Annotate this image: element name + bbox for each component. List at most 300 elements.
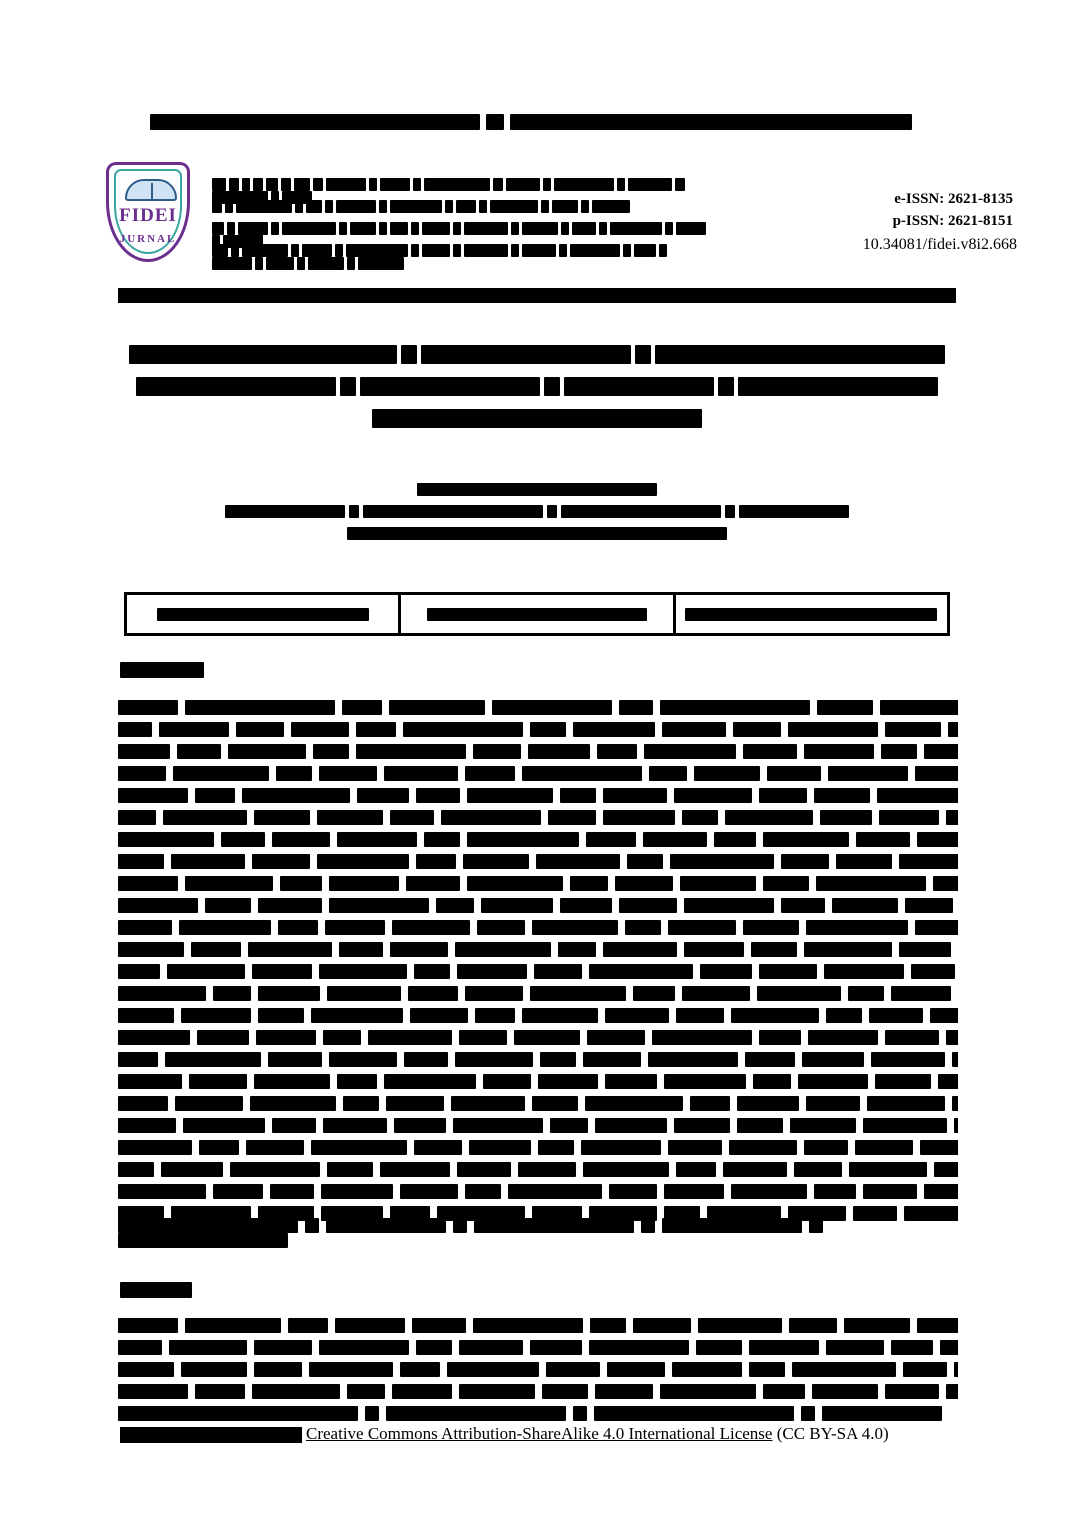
abstract-text-segment [403, 722, 523, 737]
title-text-segment [738, 377, 938, 396]
metadata-text-segment [313, 178, 323, 191]
abstract-text-segment [441, 810, 541, 825]
introduction-text-segment [347, 1384, 385, 1399]
introduction-line [118, 1318, 958, 1340]
metadata-text-segment [422, 244, 450, 257]
article-title-line [118, 377, 956, 396]
abstract-text-segment [483, 1074, 531, 1089]
introduction-text-segment [400, 1362, 440, 1377]
abstract-text-segment [321, 1184, 393, 1199]
abstract-text-segment [828, 766, 908, 781]
abstract-text-segment [848, 986, 884, 1001]
abstract-text-segment [952, 1096, 958, 1111]
metadata-text-segment [380, 178, 410, 191]
abstract-text-segment [905, 898, 953, 913]
abstract-text-segment [751, 942, 797, 957]
abstract-line [118, 766, 958, 788]
keyword-text-segment [118, 1233, 288, 1248]
author-text-segment [561, 505, 721, 518]
abstract-text-segment [836, 854, 892, 869]
abstract-text-segment [183, 1118, 265, 1133]
abstract-text-segment [276, 766, 312, 781]
abstract-text-segment [118, 898, 198, 913]
title-text-segment [401, 345, 417, 364]
history-text-segment [685, 608, 937, 621]
article-history-table [124, 592, 950, 636]
metadata-text-segment [297, 257, 305, 270]
introduction-text-segment [660, 1384, 756, 1399]
abstract-text-segment [660, 700, 810, 715]
abstract-text-segment [767, 766, 821, 781]
abstract-text-segment [729, 1140, 797, 1155]
abstract-text-segment [605, 1074, 657, 1089]
abstract-text-segment [664, 1184, 724, 1199]
keyword-text-segment [118, 1218, 298, 1233]
abstract-text-segment [465, 766, 515, 781]
introduction-text-segment [169, 1340, 247, 1355]
abstract-text-segment [875, 1074, 931, 1089]
abstract-line [118, 1096, 958, 1118]
metadata-text-segment [411, 222, 419, 235]
abstract-text-segment [392, 920, 470, 935]
metadata-text-segment [306, 200, 322, 213]
metadata-text-segment [561, 222, 569, 235]
abstract-text-segment [492, 700, 612, 715]
abstract-text-segment [258, 898, 322, 913]
abstract-text-segment [406, 876, 460, 891]
introduction-text-segment [319, 1340, 409, 1355]
abstract-text-segment [648, 1052, 738, 1067]
abstract-text-segment [252, 964, 312, 979]
author-block [118, 483, 956, 549]
abstract-text-segment [759, 964, 817, 979]
abstract-text-segment [118, 920, 172, 935]
abstract-text-segment [891, 986, 951, 1001]
journal-metadata-line [212, 244, 712, 258]
journal-metadata-line [212, 200, 712, 214]
abstract-text-segment [757, 986, 841, 1001]
abstract-text-segment [416, 854, 456, 869]
journal-metadata-line [212, 178, 712, 192]
metadata-text-segment [325, 200, 333, 213]
abstract-text-segment [118, 1184, 206, 1199]
introduction-line [118, 1340, 958, 1362]
introduction-text-segment [254, 1340, 312, 1355]
metadata-text-segment [291, 244, 299, 257]
metadata-text-segment [339, 222, 347, 235]
journal-metadata-block [212, 178, 712, 266]
abstract-text-segment [532, 920, 618, 935]
introduction-text-segment [181, 1362, 247, 1377]
abstract-text-segment [924, 1184, 958, 1199]
abstract-text-segment [816, 876, 926, 891]
introduction-heading [120, 1282, 192, 1298]
abstract-text-segment [171, 854, 245, 869]
metadata-text-segment [308, 257, 344, 270]
abstract-text-segment [313, 744, 349, 759]
abstract-text-segment [595, 1118, 667, 1133]
abstract-line [118, 876, 958, 898]
metadata-text-segment [570, 244, 620, 257]
abstract-text-segment [185, 700, 335, 715]
abstract-text-segment [368, 1030, 452, 1045]
abstract-text-segment [481, 898, 553, 913]
abstract-line [118, 832, 958, 854]
abstract-text-segment [694, 766, 760, 781]
abstract-text-segment [236, 722, 284, 737]
metadata-text-segment [390, 200, 442, 213]
introduction-text-segment [118, 1340, 162, 1355]
metadata-text-segment [253, 178, 263, 191]
abstract-text-segment [317, 854, 409, 869]
abstract-text-segment [633, 986, 675, 1001]
abstract-text-segment [327, 1162, 373, 1177]
abstract-text-segment [676, 1162, 716, 1177]
abstract-text-segment [329, 1052, 397, 1067]
introduction-text-segment [940, 1340, 958, 1355]
introduction-text-segment [252, 1384, 340, 1399]
introduction-text-segment [473, 1318, 583, 1333]
metadata-text-segment [464, 222, 508, 235]
abstract-text-segment [436, 898, 474, 913]
metadata-text-segment [294, 178, 310, 191]
abstract-text-segment [881, 744, 917, 759]
abstract-text-segment [179, 920, 271, 935]
metadata-text-segment [212, 178, 226, 191]
metadata-text-segment [445, 200, 453, 213]
introduction-text-segment [309, 1362, 393, 1377]
license-footer [120, 1424, 960, 1446]
metadata-text-segment [358, 257, 404, 270]
abstract-text-segment [714, 832, 756, 847]
header-divider [118, 288, 956, 303]
metadata-text-segment [227, 222, 235, 235]
introduction-text-segment [885, 1384, 939, 1399]
abstract-text-segment [802, 1052, 864, 1067]
abstract-text-segment [189, 1074, 247, 1089]
abstract-text-segment [534, 964, 582, 979]
metadata-text-segment [456, 200, 476, 213]
abstract-text-segment [723, 1162, 787, 1177]
abstract-text-segment [583, 1162, 669, 1177]
abstract-text-segment [946, 1030, 958, 1045]
eissn-text: e-ISSN: 2621-8135 [894, 191, 1013, 207]
introduction-text-segment [801, 1406, 815, 1421]
abstract-text-segment [213, 986, 251, 1001]
introduction-text-segment [589, 1340, 689, 1355]
abstract-text-segment [329, 876, 399, 891]
abstract-text-segment [737, 1096, 799, 1111]
metadata-text-segment [242, 244, 288, 257]
abstract-text-segment [118, 854, 164, 869]
abstract-text-segment [880, 700, 958, 715]
abstract-text-segment [877, 788, 958, 803]
abstract-text-segment [804, 1140, 848, 1155]
abstract-text-segment [583, 1052, 641, 1067]
introduction-text-segment [917, 1318, 958, 1333]
introduction-text-segment [288, 1318, 328, 1333]
abstract-text-segment [794, 1162, 842, 1177]
abstract-text-segment [759, 1030, 801, 1045]
introduction-text-segment [594, 1406, 794, 1421]
introduction-text-segment [195, 1384, 245, 1399]
abstract-text-segment [753, 1074, 791, 1089]
abstract-text-segment [159, 722, 229, 737]
introduction-text-segment [542, 1384, 588, 1399]
abstract-text-segment [570, 876, 608, 891]
introduction-text-segment [447, 1362, 539, 1377]
introduction-text-segment [185, 1318, 281, 1333]
abstract-line [118, 942, 958, 964]
abstract-text-segment [185, 876, 273, 891]
abstract-heading [120, 662, 204, 678]
author-line [118, 483, 956, 496]
introduction-text-segment [254, 1362, 302, 1377]
abstract-text-segment [745, 1052, 795, 1067]
abstract-text-segment [586, 832, 636, 847]
abstract-text-segment [467, 832, 579, 847]
abstract-text-segment [605, 1008, 669, 1023]
abstract-text-segment [670, 854, 774, 869]
metadata-text-segment [212, 244, 228, 257]
abstract-text-segment [952, 1052, 958, 1067]
keywords-line [118, 1218, 958, 1248]
introduction-text-segment [392, 1384, 452, 1399]
abstract-text-segment [603, 942, 677, 957]
metadata-text-segment [581, 200, 589, 213]
history-text-segment [157, 608, 369, 621]
abstract-text-segment [165, 1052, 261, 1067]
metadata-text-segment [255, 257, 263, 270]
metadata-text-segment [659, 244, 667, 257]
abstract-text-segment [258, 1008, 304, 1023]
metadata-text-segment [231, 244, 239, 257]
abstract-text-segment [806, 920, 908, 935]
metadata-text-segment [225, 200, 233, 213]
introduction-text-segment [118, 1318, 178, 1333]
metadata-text-segment [413, 178, 421, 191]
introduction-heading-bar [120, 1282, 192, 1298]
metadata-text-segment [623, 244, 631, 257]
abstract-text-segment [538, 1140, 574, 1155]
abstract-text-segment [899, 854, 958, 869]
abstract-text-segment [690, 1096, 730, 1111]
abstract-text-segment [615, 876, 673, 891]
abstract-line [118, 1008, 958, 1030]
abstract-text-segment [246, 1140, 304, 1155]
abstract-text-segment [455, 942, 551, 957]
abstract-text-segment [536, 854, 620, 869]
metadata-text-segment [346, 244, 408, 257]
introduction-line [118, 1384, 958, 1406]
metadata-text-segment [212, 200, 222, 213]
abstract-line [118, 898, 958, 920]
abstract-text-segment [946, 810, 958, 825]
abstract-text-segment [581, 1140, 661, 1155]
journal-metadata-line [212, 222, 712, 236]
metadata-text-segment [572, 222, 596, 235]
abstract-text-segment [400, 1184, 458, 1199]
metadata-text-segment [665, 222, 673, 235]
metadata-text-segment [282, 222, 336, 235]
abstract-text-segment [538, 1074, 598, 1089]
abstract-text-segment [863, 1118, 947, 1133]
abstract-text-segment [560, 898, 612, 913]
abstract-text-segment [938, 1074, 958, 1089]
keyword-text-segment [474, 1218, 634, 1233]
abstract-text-segment [798, 1074, 868, 1089]
introduction-text-segment [812, 1384, 878, 1399]
author-text-segment [225, 505, 345, 518]
abstract-text-segment [319, 766, 377, 781]
introduction-text-segment [459, 1384, 535, 1399]
abstract-text-segment [230, 1162, 320, 1177]
metadata-text-segment [634, 244, 656, 257]
license-prefix-bar [120, 1427, 302, 1443]
abstract-text-segment [213, 1184, 263, 1199]
introduction-text [118, 1318, 958, 1428]
metadata-text-segment [281, 178, 291, 191]
title-text-segment [544, 377, 560, 396]
abstract-text-segment [550, 1118, 588, 1133]
logo-secondary-text: JURNAL [119, 233, 177, 245]
abstract-text-segment [532, 1096, 578, 1111]
abstract-text-segment [384, 766, 458, 781]
abstract-text-segment [530, 722, 566, 737]
abstract-text-segment [311, 1140, 407, 1155]
abstract-text-segment [280, 876, 322, 891]
abstract-text-segment [518, 1162, 576, 1177]
abstract-text-segment [824, 964, 904, 979]
abstract-line [118, 1162, 958, 1184]
abstract-text-segment [118, 1140, 192, 1155]
metadata-text-segment [592, 200, 630, 213]
metadata-text-segment [522, 244, 556, 257]
author-line [118, 527, 956, 540]
abstract-text-segment [118, 744, 170, 759]
metadata-text-segment [552, 200, 578, 213]
abstract-text-segment [477, 920, 525, 935]
metadata-text-segment [464, 244, 508, 257]
metadata-text-segment [617, 178, 625, 191]
abstract-text-segment [118, 942, 184, 957]
abstract-text-segment [759, 788, 807, 803]
abstract-text-segment [826, 1008, 862, 1023]
abstract-text-segment [463, 854, 529, 869]
metadata-text-segment [350, 222, 376, 235]
abstract-text-segment [684, 898, 774, 913]
abstract-text-segment [930, 1008, 958, 1023]
abstract-line [118, 1184, 958, 1206]
metadata-text-segment [543, 178, 551, 191]
metadata-text-segment [335, 244, 343, 257]
abstract-text-segment [662, 722, 726, 737]
abstract-text-segment [924, 744, 958, 759]
abstract-text-segment [205, 898, 251, 913]
history-cell-received [127, 595, 401, 633]
abstract-text-segment [453, 1118, 543, 1133]
abstract-text-segment [528, 744, 590, 759]
introduction-text-segment [672, 1362, 742, 1377]
abstract-text-segment [781, 898, 825, 913]
abstract-text-segment [118, 810, 156, 825]
abstract-text-segment [270, 1184, 314, 1199]
abstract-text-segment [558, 942, 596, 957]
metadata-text-segment [390, 222, 408, 235]
title-text-segment [655, 345, 945, 364]
abstract-text-segment [163, 810, 247, 825]
abstract-text-segment [356, 722, 396, 737]
metadata-text-segment [479, 200, 487, 213]
abstract-text-segment [731, 1184, 807, 1199]
metadata-text-segment [336, 200, 376, 213]
abstract-line [118, 1030, 958, 1052]
introduction-text-segment [763, 1384, 805, 1399]
abstract-text-segment [587, 1030, 645, 1045]
abstract-text-segment [195, 788, 235, 803]
abstract-text-segment [867, 1096, 945, 1111]
abstract-text-segment [625, 920, 661, 935]
masthead-text-segment [486, 114, 504, 130]
abstract-line [118, 1118, 958, 1140]
keyword-text-segment [305, 1218, 319, 1233]
abstract-text-segment [325, 920, 385, 935]
abstract-text-segment [252, 854, 310, 869]
abstract-text-segment [469, 1140, 531, 1155]
abstract-text-segment [278, 920, 318, 935]
abstract-text-segment [814, 788, 870, 803]
abstract-text-segment [737, 1118, 783, 1133]
metadata-text-segment [212, 222, 224, 235]
metadata-text-segment [511, 222, 519, 235]
abstract-text-segment [917, 832, 958, 847]
abstract-text-segment [619, 898, 677, 913]
metadata-text-segment [675, 178, 685, 191]
abstract-text-segment [788, 722, 878, 737]
metadata-text-segment [326, 178, 366, 191]
abstract-line [118, 722, 958, 744]
shield-icon [106, 162, 190, 262]
introduction-text-segment [607, 1362, 665, 1377]
metadata-text-segment [379, 222, 387, 235]
abstract-text-segment [814, 1184, 856, 1199]
abstract-text-segment [181, 1008, 251, 1023]
introduction-text-segment [118, 1362, 174, 1377]
metadata-text-segment [236, 200, 292, 213]
title-text-segment [421, 345, 631, 364]
metadata-text-segment [506, 178, 540, 191]
abstract-text-segment [700, 964, 752, 979]
abstract-text-segment [451, 1096, 525, 1111]
keyword-text-segment [809, 1218, 823, 1233]
abstract-text-segment [465, 986, 523, 1001]
abstract-text-segment [763, 876, 809, 891]
abstract-text-segment [885, 722, 941, 737]
abstract-text-segment [781, 854, 829, 869]
keyword-text-segment [641, 1218, 655, 1233]
abstract-text-segment [948, 722, 958, 737]
title-text-segment [372, 409, 702, 428]
abstract-text-segment [540, 1052, 576, 1067]
title-text-segment [136, 377, 336, 396]
abstract-text-segment [118, 700, 178, 715]
abstract-text-segment [410, 1008, 468, 1023]
license-link[interactable]: Creative Commons Attribution-ShareAlike 4.0 International License [306, 1424, 773, 1443]
introduction-text-segment [954, 1362, 958, 1377]
abstract-text-segment [856, 832, 910, 847]
metadata-text-segment [676, 222, 706, 235]
abstract-text-segment [329, 898, 429, 913]
